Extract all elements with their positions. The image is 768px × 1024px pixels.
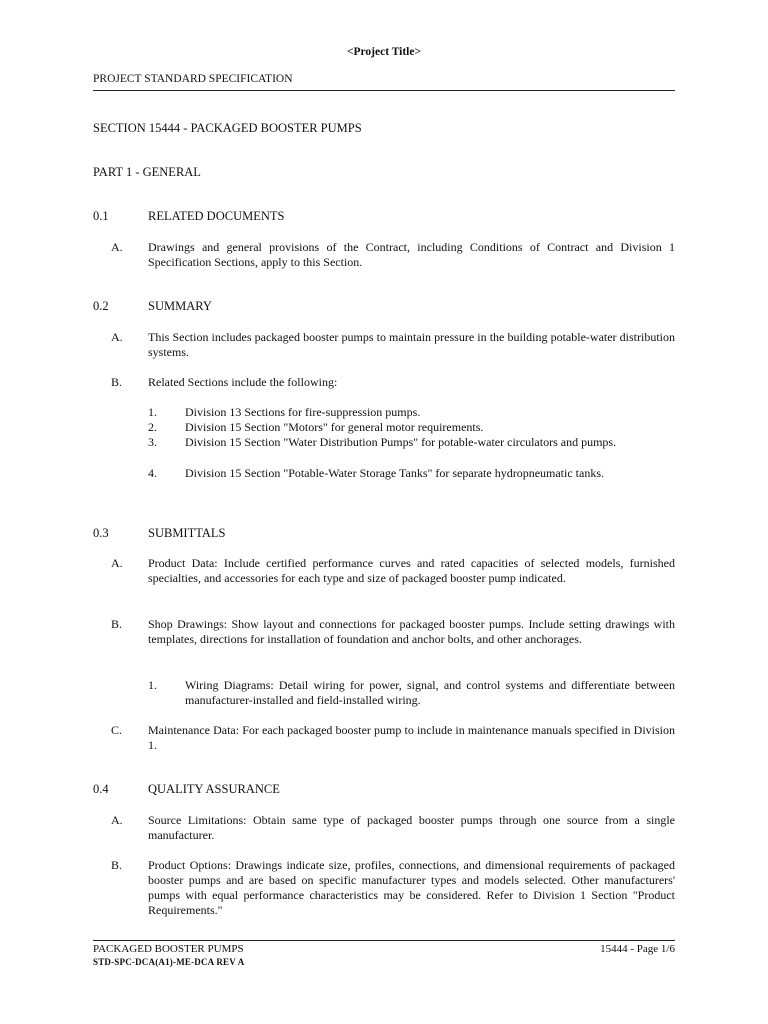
subitem-text: Division 15 Section "Water Distribution Pumps" for potable-water circulators and pumps. [185,435,617,449]
item-letter: A. [111,240,123,254]
item-text: Maintenance Data: For each packaged booster pump to include in maintenance manuals specified in Division 1. [148,723,675,752]
item-text: This Section includes packaged booster pumps to maintain pressure in the building potable-water distribution systems. [148,330,675,359]
item-text: Product Options: Drawings indicate size, profiles, connections, and dimensional requirements of packaged booster pumps and are based on specific manufacturer types and models selected. Other manufacturers' pumps with equal performance characteristics may be considered. Refer to Division 1 Section "Product Requirements." [148,858,675,917]
item-text: Drawings and general provisions of the Contract, including Conditions of Contract and Division 1 Specification Sections, apply to this Section. [148,240,675,269]
article-title: SUBMITTALS [148,526,226,540]
footer-title: PACKAGED BOOSTER PUMPS [93,943,244,955]
item-letter: C. [111,723,123,737]
footer-divider [93,940,675,941]
article-number: 0.1 [93,209,109,223]
subitem-number: 1. [148,405,157,419]
item-letter: A. [111,330,123,344]
subitem-number: 4. [148,466,157,480]
document-header: PROJECT STANDARD SPECIFICATION [93,72,675,91]
item-letter: B. [111,617,123,631]
subitem-text: Division 15 Section "Potable-Water Storage Tanks" for separate hydropneumatic tanks. [185,466,604,480]
part-title: PART 1 - GENERAL [93,165,201,179]
subitem-number: 1. [148,678,157,692]
article-title: SUMMARY [148,299,212,313]
page-number: 15444 - Page 1/6 [600,943,675,955]
item-text: Source Limitations: Obtain same type of packaged booster pumps through one source from a single manufacturer. [148,813,675,842]
article-title: QUALITY ASSURANCE [148,782,280,796]
subitem-number: 2. [148,420,157,434]
article-number: 0.2 [93,299,109,313]
subitem-text: Division 15 Section "Motors" for general motor requirements. [185,420,484,434]
item-text: Related Sections include the following: [148,375,338,389]
subitem-text: Division 13 Sections for fire-suppression pumps. [185,405,421,419]
item-text: Shop Drawings: Show layout and connections for packaged booster pumps. Include setting drawings with templates, directions for installation of foundation and anchor bolts, and other anchorages. [148,617,675,646]
project-title: <Project Title> [346,46,422,58]
document-code: STD-SPC-DCA(A1)-ME-DCA REV A [93,957,245,967]
item-letter: A. [111,813,123,827]
article-number: 0.3 [93,526,109,540]
item-letter: A. [111,556,123,570]
section-title: SECTION 15444 - PACKAGED BOOSTER PUMPS [93,121,362,135]
subitem-text: Wiring Diagrams: Detail wiring for power, signal, and control systems and differentiate between manufacturer-installed and field-installed wiring. [185,678,675,707]
subitem-number: 3. [148,435,157,449]
item-letter: B. [111,375,123,389]
article-title: RELATED DOCUMENTS [148,209,285,223]
article-number: 0.4 [93,782,109,796]
item-letter: B. [111,858,123,872]
item-text: Product Data: Include certified performance curves and rated capacities of selected models, furnished specialties, and accessories for each type and size of packaged booster pump indicated. [148,556,675,585]
